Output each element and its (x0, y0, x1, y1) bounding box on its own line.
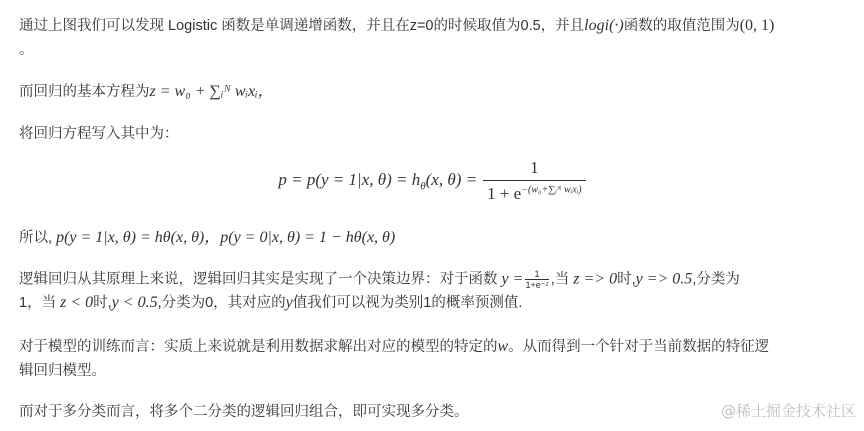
math-regression: z = w₀ + ∑ᵢᴺ wᵢxᵢ， (149, 83, 274, 100)
paragraph-training-line1: 对于模型的训练而言：实质上来说就是利用数据求解出对应的模型的特定的w。从而得到一个针对于当前数据的特征逻 (19, 338, 770, 355)
inline-fraction: $\frac{1}{\text{1+e⁻ᶻ}}$ (525, 269, 549, 290)
math-range: (0, 1) (739, 17, 775, 34)
equation-fraction (483, 158, 586, 204)
watermark: @稀土掘金技术社区 (720, 402, 856, 420)
equation-numerator: 1 (530, 158, 539, 177)
paragraph-logistic-intro: 通过上图我们可以发现 Logistic 函数是单调递增函数，并且在z=0的时候取值为0.5，并且logi(·)函数的取值范围为(0, 1) (19, 17, 775, 34)
paragraph-logistic-intro-end: 。 (19, 42, 34, 58)
equation-denominator: $1 + e^{-(w_0+\sum ᵢᴺ wᵢxᵢ)}$ (483, 180, 586, 204)
math-logi: logi(·) (584, 17, 624, 34)
paragraph-training-line2: 辑回归模型。 (19, 363, 106, 379)
paragraph-so: 所以, p(y = 1|x, θ) = hθ(x, θ)，p(y = 0|x, θ) = 1 − hθ(x, θ) (19, 229, 396, 246)
paragraph-decision-boundary-line1: 逻辑回归从其原理上来说，逻辑回归其实是实现了一个决策边界：对于函数 y = $\frac{1}{\text{1+e⁻ᶻ}}$ ,当 z => 0时,y => 0.5,分类为 (19, 269, 740, 290)
display-equation: p = p(y = 1|x, $\theta) = h_\theta(x$, θ) = $\frac{1}{1 + e^{-(w_0+\sum ᵢᴺ wᵢxᵢ)}}$ (0, 158, 864, 208)
paragraph-substitute: 将回归方程写入其中为： (19, 126, 179, 142)
math-probabilities: p(y = 1|x, θ) = hθ(x, θ)，p(y = 0|x, θ) = 1 − hθ(x, θ) (56, 229, 396, 246)
paragraph-multiclass: 而对于多分类而言，将多个二分类的逻辑回归组合，即可实现多分类。 (19, 404, 469, 420)
paragraph-regression-equation: 而回归的基本方程为z = w₀ + ∑ᵢᴺ wᵢxᵢ， (19, 83, 274, 100)
paragraph-decision-boundary-line2: 1，当 z < 0时,y < 0.5,分类为0，其对应的y值我们可以视为类别1的概率预测值. (19, 294, 523, 311)
